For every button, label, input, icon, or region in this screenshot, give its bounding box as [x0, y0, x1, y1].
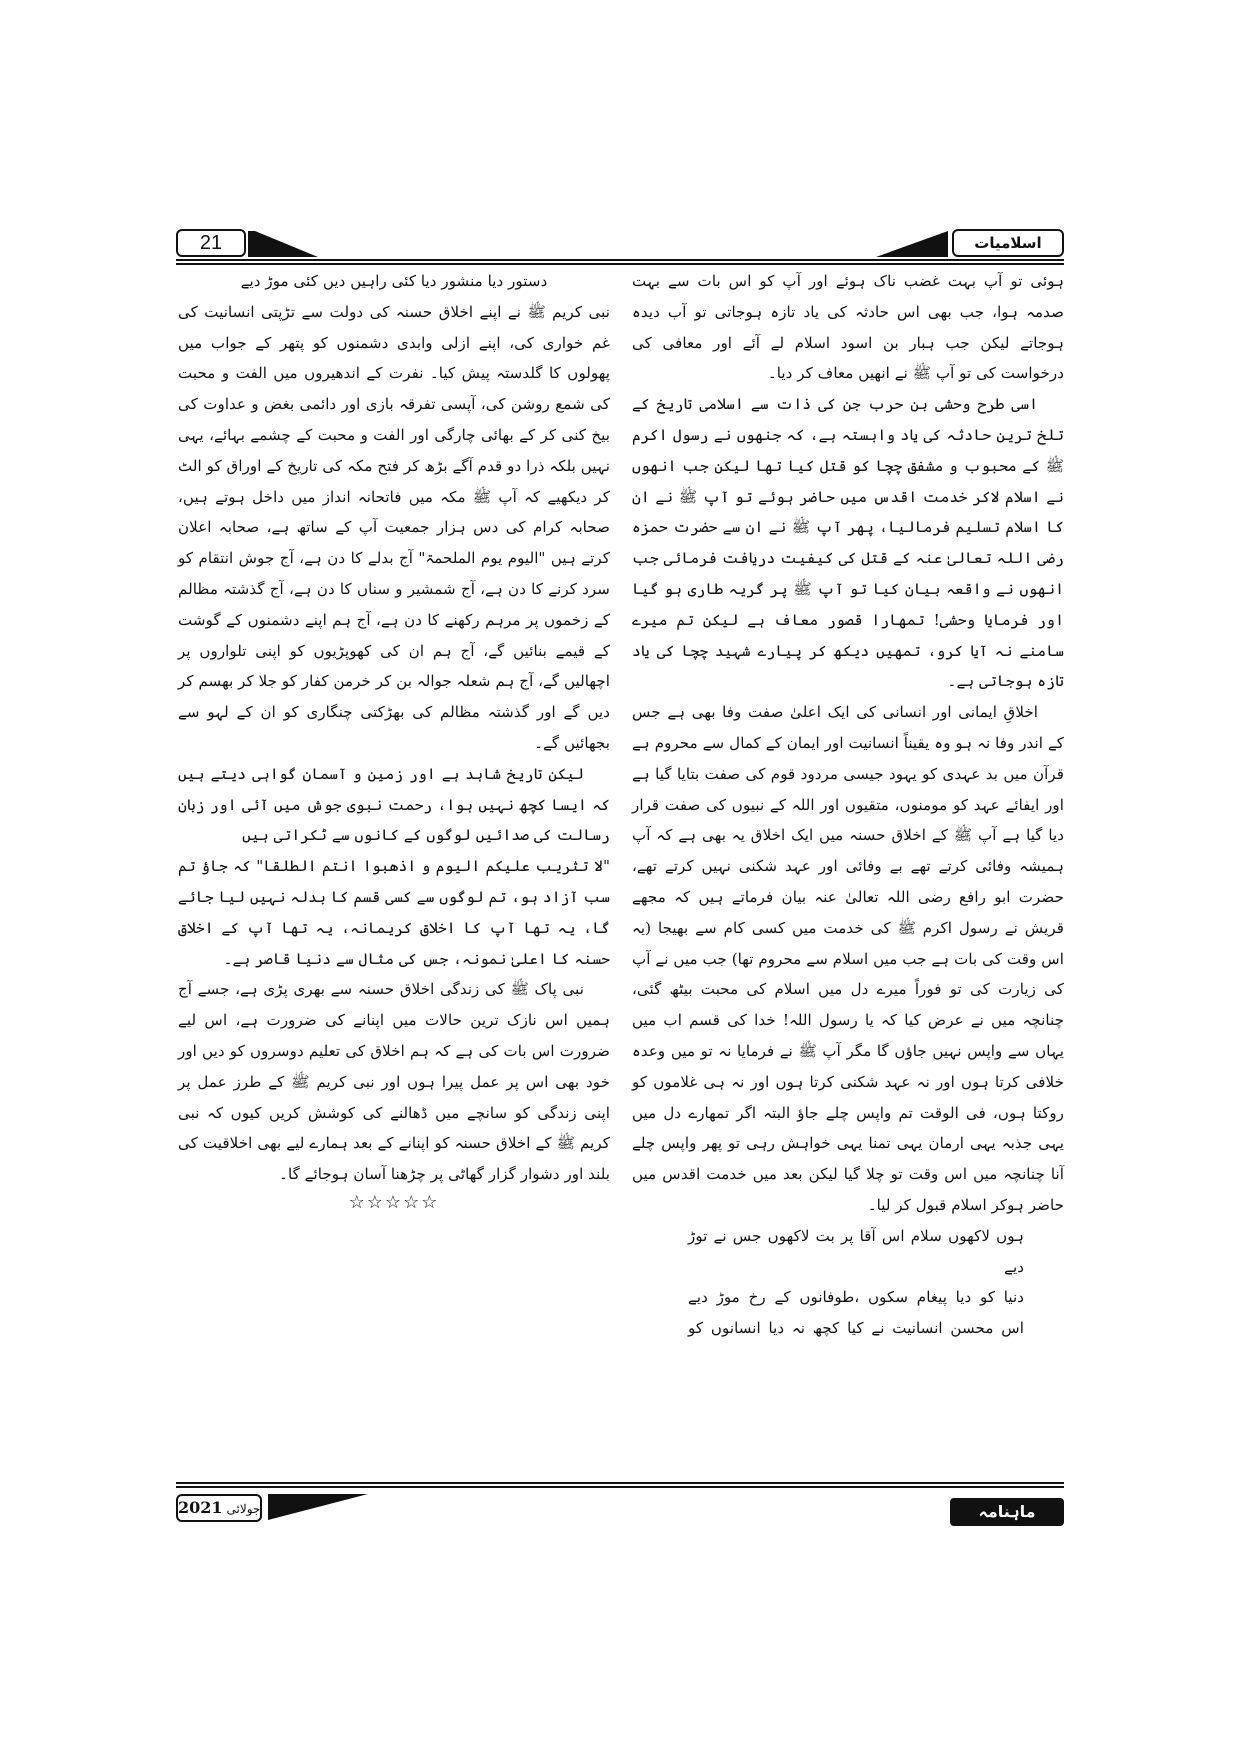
article-body: [178, 266, 1064, 1466]
page-number: 21: [176, 229, 246, 257]
section-title: اسلامیات: [952, 229, 1064, 257]
issue-date: [176, 1494, 262, 1522]
paragraph: نبی کریم ﷺ نے اپنے اخلاق حسنہ کی دولت سے تڑپتی انسانیت کی غم خواری کی، اپنے ازلی وابدی دشمنوں کو پتھر کے جواب میں پھولوں کا گلدستہ پیش کیا۔ نفرت کے اندھیروں میں الفت و محبت کی شمع روشن کی، آپسی تفرقہ بازی اور دائمی بغض و عداوت کی بیخ کنی کر کے بھائی چارگی اور الفت و محبت کے چشمے بہائے، یہی نہیں بلکہ ذرا دو قدم آگے بڑھ کر فتح مکہ کی تاریخ کے اوراق کو الٹ کر دیکھیے کہ آپ ﷺ مکہ میں فاتحانہ انداز میں داخل ہوتے ہیں، صحابہ کرام کی دس ہزار جمعیت آپ کے ساتھ ہے، صحابہ اعلان کرتے ہیں "الیوم یوم الملحمۃ" آج بدلے کا دن ہے، آج جوش انتقام کو سرد کرنے کا دن ہے، آج شمشیر و سناں کا دن ہے، آج گذشتہ مظالم کے زخموں پر مرہم رکھنے کا دن ہے، آج ہم اپنے دشمنوں کے گوشت کے قیمے بنائیں گے، آج ہم ان کی کھوپڑیوں کو اپنی تلواروں پر اچھالیں گے، آج ہم شعلہ جوالہ بن کر خرمن کفار کو جلا کر بھسم کر دیں گے اور گذشتہ مظالم کی بھڑکتی چنگاری کو ان کے لہو سے بجھائیں گے۔: [178, 302, 610, 752]
paragraph: لیکن تاریخ شاہد ہے اور زمین و آسمان گواہی دیتے ہیں کہ ایسا کچھ نہیں ہوا، رحمت نبوی جوش میں آئی اور زبان رسالت کی صدائیں لوگوں کے کانوں سے ٹکراتی ہیں: [178, 764, 610, 845]
issue-year: 2021: [178, 1498, 223, 1517]
header-divider: [176, 259, 1064, 261]
poem-line: اس محسن انسانیت نے کیا کچھ نہ دیا انسانوں کو: [688, 1319, 1024, 1338]
magazine-name: ماہنامہ اشرفیہ: [950, 1498, 1064, 1526]
issue-month: جولائی: [226, 1502, 261, 1516]
right-column: [632, 266, 1064, 1344]
paragraph: "لا تثریب علیکم الیوم و اذھبوا انتم الطلقا" کہ جاؤ تم سب آزاد ہو، تم لوگوں سے کسی قسم کا بدلہ نہیں لیا جائے گا، یہ تھا آپ کا اخلاق کریمانہ، یہ تھا آپ کے اخلاق حسنہ کا اعلیٰ نمونہ، جس کی مثال سے دنیا قاصر ہے۔: [178, 857, 610, 968]
paragraph: اخلاقِ ایمانی اور انسانی کی ایک اعلیٰ صفت وفا بھی ہے جس کے اندر وفا نہ ہو وہ یقیناً انسانیت اور ایمان کے کمال سے محروم ہے قرآن میں بد عہدی کو یہود جیسی مردود قوم کی صفت بتایا گیا ہے اور ایفائے عہد کو مومنوں، متقیوں اور اللہ کے نبیوں کی صفت قرار دیا گیا ہے آپ ﷺ کے اخلاق حسنہ میں ایک اخلاق یہ بھی ہے کہ آپ ہمیشہ وفائی کرتے تھے بے وفائی اور عہد شکنی نہیں کرتے تھے، حضرت ابو رافع رضی اللہ تعالیٰ عنہ بیان فرماتے ہیں کہ مجھے قریش نے رسول اکرم ﷺ کی خدمت میں کسی کام سے بھیجا (یہ اس وقت کی بات ہے جب میں اسلام سے محروم تھا) جب میں نے آپ کی زیارت کی تو فوراً میرے دل میں اسلام کی محبت بیٹھ گئی، چنانچہ میں نے عرض کیا کہ یا رسول اللہ! خدا کی قسم اب میں یہاں سے واپس نہیں جاؤں گا مگر آپ ﷺ نے فرمایا نہ تو میں وعدہ خلافی کرتا ہوں اور نہ عہد شکنی کرتا ہوں اور نہ ہی غلاموں کو روکتا ہوں، فی الوقت تم واپس چلے جاؤ البتہ اگر تمھارے دل میں یہی جذبہ یہی ارمان یہی تمنا یہی خواہش رہی تو پھر واپس چلے آنا چنانچہ میں اس وقت تو چلا گیا لیکن بعد میں خدمت اقدس میں حاضر ہوکر اسلام قبول کر لیا۔: [632, 703, 1064, 1214]
header-divider: [176, 263, 1064, 265]
poem-line: دستور دیا منشور دیا کئی راہیں دیں کئی موڑ دیے: [240, 272, 548, 290]
footer-wedge-ornament: [268, 1494, 368, 1520]
left-column: [178, 266, 610, 1216]
footer-divider: [176, 1482, 1064, 1484]
page-footer: [176, 1494, 1064, 1549]
page-header: [176, 229, 1064, 257]
paragraph: نبی پاک ﷺ کی زندگی اخلاق حسنہ سے بھری پڑی ہے، جسے آج ہمیں اس نازک ترین حالات میں اپنانے کی ضرورت ہے، اس لیے ضرورت اس بات کی ہے کہ ہم اخلاق کی تعلیم دوسروں کو دیں اور خود بھی اس پر عمل پیرا ہوں اور نبی کریم ﷺ کے طرز عمل پر اپنی زندگی کو سانچے میں ڈھالنے کی کوشش کریں کیوں کہ نبی کریم ﷺ کے اخلاق حسنہ کو اپنانے کے بعد ہمارے لیے بھی اخلاقیت کی بلند اور دشوار گزار گھاٹی پر چڑھنا آسان ہوجائے گا۔: [178, 980, 610, 1184]
paragraph: اسی طرح وحشی بن حرب جن کی ذات سے اسلامی تاریخ کے تلخ ترین حادثہ کی یاد وابستہ ہے، کہ جنھوں نے رسول اکرم ﷺ کے محبوب و مشفق چچا کو قتل کیا تھا لیکن جب انھوں نے اسلام لاکر خدمت اقدس میں حاضر ہوئے تو آپ ﷺ نے ان کا اسلام تسلیم فرمالیا، پھر آپ ﷺ نے ان سے حضرت حمزہ رضی اللہ تعالیٰ عنہ کے قتل کی کیفیت دریافت فرمائی جب انھوں نے واقعہ بیان کیا تو آپ ﷺ پر گریہ طاری ہو گیا اور فرمایا وحشی! تمھارا قصور معاف ہے لیکن تم میرے سامنے نہ آیا کرو، تمھیں دیکھ کر پیارے شہید چچا کی یاد تازہ ہوجاتی ہے۔: [632, 395, 1064, 691]
poem-line: ہوں لاکھوں سلام اس آقا پر بت لاکھوں جس نے توڑ دیے: [688, 1226, 1024, 1276]
header-right-wedge-ornament: [876, 231, 948, 257]
footer-divider: [176, 1486, 1064, 1488]
end-ornament-stars: ☆☆☆☆☆: [348, 1191, 440, 1213]
poem-line: دنیا کو دیا پیغام سکوں ،طوفانوں کے رخ موڑ دیے: [688, 1288, 1024, 1307]
paragraph: ہوئی تو آپ بہت غضب ناک ہوئے اور آپ کو اس بات سے بہت صدمہ ہوا، جب بھی اس حادثہ کی یاد تازہ ہوجاتی تو آب دیدہ ہوجاتے لیکن جب ہبار بن اسود اسلام لے آئے اور معافی کی درخواست کی تو آپ ﷺ نے انھیں معاف کر دیا۔: [632, 272, 1064, 383]
header-left-wedge-ornament: [248, 231, 318, 257]
